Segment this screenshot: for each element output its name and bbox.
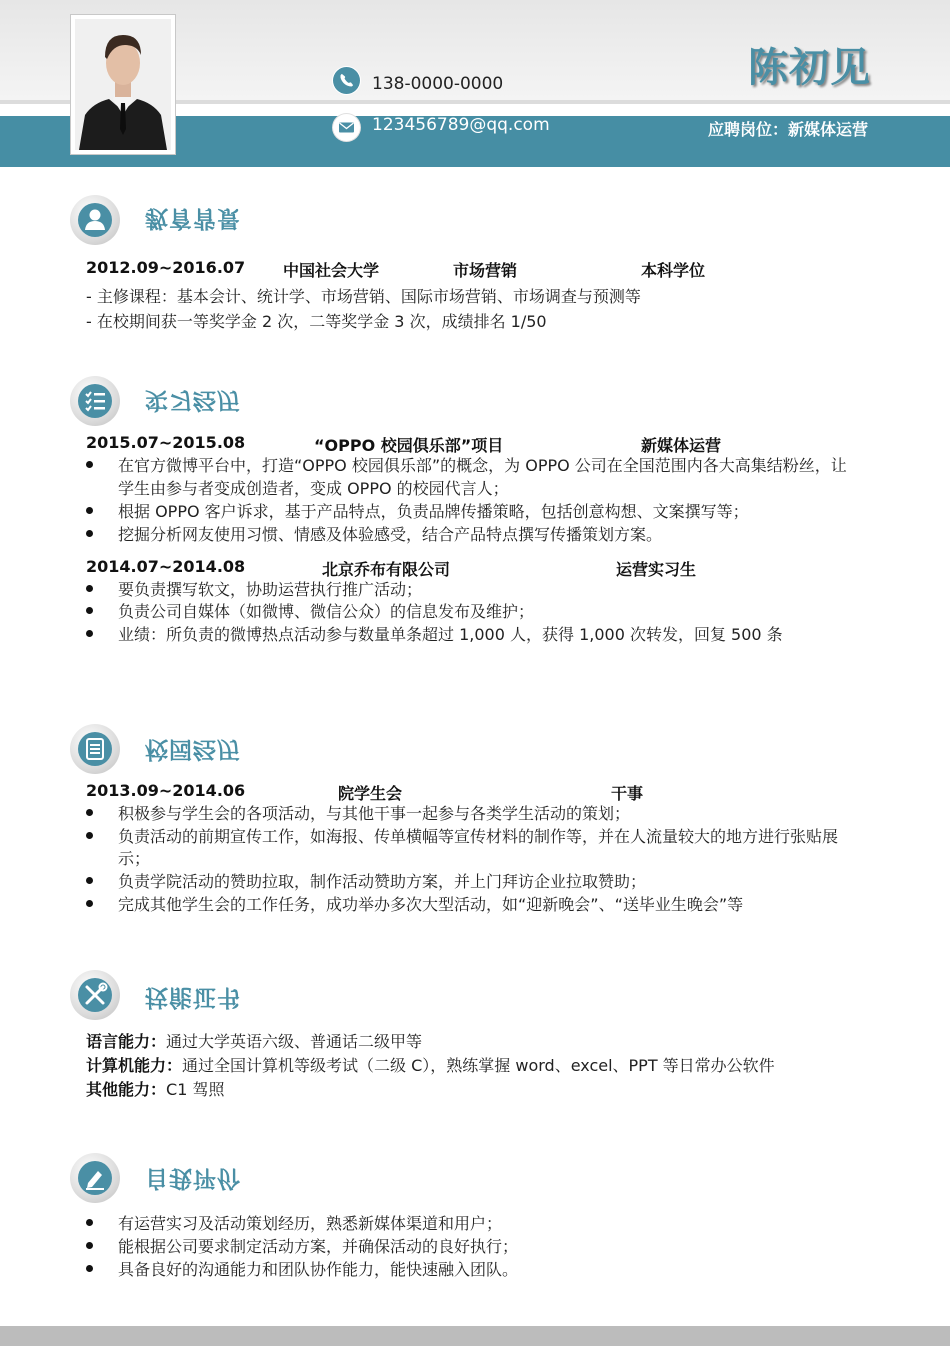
tools-icon: [78, 978, 112, 1012]
education-major: 市场营销: [453, 261, 518, 280]
section-title-campus: 校园经历: [145, 736, 241, 762]
campus-badge: [70, 724, 120, 774]
skills-badge: [70, 970, 120, 1020]
section-title-self: 自我评价: [145, 1165, 241, 1191]
campus-org: 院学生会: [338, 784, 403, 803]
skill-label: 其他能力：: [86, 1080, 167, 1099]
internship-role: 运营实习生: [616, 560, 697, 579]
internship-role: 新媒体运营: [641, 436, 722, 455]
education-date: 2012.09~2016.07: [86, 258, 246, 277]
internship-bullet: 根据 OPPO 客户诉求，基于产品特点，负责品牌传播策略，包括创意构想、文案撰写等；: [118, 502, 749, 521]
self-badge: [70, 1153, 120, 1203]
bullet-dot: [86, 832, 93, 839]
internship-bullet: 业绩：所负责的微博热点活动参与数量单条超过 1,000 人，获得 1,000 次转发，回复 500 条: [118, 625, 783, 644]
education-school: 中国社会大学: [283, 261, 380, 280]
bullet-dot: [86, 585, 93, 592]
internship-badge: [70, 376, 120, 426]
campus-bullet: 积极参与学生会的各项活动，与其他干事一起参与各类学生活动的策划；: [118, 804, 631, 823]
internship-org: “OPPO 校园俱乐部”项目: [314, 436, 504, 455]
internship-org: 北京乔布有限公司: [322, 560, 451, 579]
skill-label: 语言能力：: [86, 1032, 167, 1051]
self-bullet: 能根据公司要求制定活动方案，并确保活动的良好执行；: [118, 1237, 519, 1256]
skill-item: [86, 1029, 422, 1052]
bullet-dot: [86, 809, 93, 816]
campus-bullet: 示；: [118, 849, 151, 868]
bullet-dot: [86, 507, 93, 514]
phone-number: 138-0000-0000: [372, 74, 504, 94]
checklist-icon: [78, 384, 112, 418]
bullet-dot: [86, 1242, 93, 1249]
education-badge: [70, 195, 120, 245]
section-title-education: 教育背景: [145, 205, 241, 231]
internship-bullet: 学生由参与者变成创造者，变成 OPPO 的校园代言人；: [118, 479, 509, 498]
user-icon: [78, 203, 112, 237]
section-title-skills: 技能证书: [145, 984, 241, 1010]
bullet-dot: [86, 530, 93, 537]
bullet-dot: [86, 630, 93, 637]
bullet-dot: [86, 1265, 93, 1272]
self-bullet: 具备良好的沟通能力和团队协作能力，能快速融入团队。: [118, 1260, 519, 1279]
skill-value: 通过全国计算机等级考试（二级 C），熟练掌握 word、excel、PPT 等日常办公软件: [182, 1056, 775, 1075]
bullet-dot: [86, 877, 93, 884]
skill-label: 计算机能力：: [86, 1056, 183, 1075]
bullet-dot: [86, 900, 93, 907]
profile-photo: [70, 14, 176, 155]
campus-date: 2013.09~2014.06: [86, 781, 246, 800]
internship-date: 2015.07~2015.08: [86, 433, 246, 452]
internship-bullet: 挖掘分析网友使用习惯、情感及体验感受，结合产品特点撰写传播策划方案。: [118, 525, 663, 544]
education-detail: - 主修课程：基本会计、统计学、市场营销、国际市场营销、市场调查与预测等: [86, 287, 641, 306]
skill-value: C1 驾照: [166, 1080, 225, 1099]
email-address: 123456789@qq.com: [372, 115, 550, 135]
skill-item: [86, 1077, 224, 1100]
skill-value: 通过大学英语六级、普通话二级甲等: [166, 1032, 423, 1051]
section-title-internship: 实习经历: [145, 387, 241, 413]
candidate-name: 陈初见: [748, 45, 871, 91]
avatar-portrait: [75, 19, 171, 150]
campus-role: 干事: [611, 784, 644, 803]
education-detail: - 在校期间获一等奖学金 2 次，二等奖学金 3 次，成绩排名 1/50: [86, 312, 547, 331]
mail-icon: [333, 114, 360, 141]
document-icon: [78, 732, 112, 766]
job-title: 应聘岗位：新媒体运营: [708, 120, 869, 139]
campus-bullet: 负责学院活动的赞助拉取，制作活动赞助方案，并上门拜访企业拉取赞助；: [118, 872, 647, 891]
pen-icon: [78, 1161, 112, 1195]
campus-bullet: 负责活动的前期宣传工作，如海报、传单横幅等宣传材料的制作等，并在人流量较大的地方进行张贴展: [118, 827, 839, 846]
skill-item: [86, 1053, 775, 1076]
internship-bullet: 要负责撰写软文，协助运营执行推广活动；: [118, 580, 423, 599]
education-degree: 本科学位: [641, 261, 706, 280]
internship-bullet: 在官方微博平台中，打造“OPPO 校园俱乐部”的概念，为 OPPO 公司在全国范围内各大高集结粉丝，让: [118, 456, 847, 475]
internship-date: 2014.07~2014.08: [86, 557, 246, 576]
internship-bullet: 负责公司自媒体（如微博、微信公众）的信息发布及维护；: [118, 602, 535, 621]
bullet-dot: [86, 607, 93, 614]
campus-bullet: 完成其他学生会的工作任务，成功举办多次大型活动，如“迎新晚会”、“送毕业生晚会”等: [118, 895, 744, 914]
bullet-dot: [86, 1219, 93, 1226]
self-bullet: 有运营实习及活动策划经历，熟悉新媒体渠道和用户；: [118, 1214, 503, 1233]
bullet-dot: [86, 461, 93, 468]
footer-bar: [0, 1326, 950, 1346]
phone-icon: [333, 67, 360, 94]
